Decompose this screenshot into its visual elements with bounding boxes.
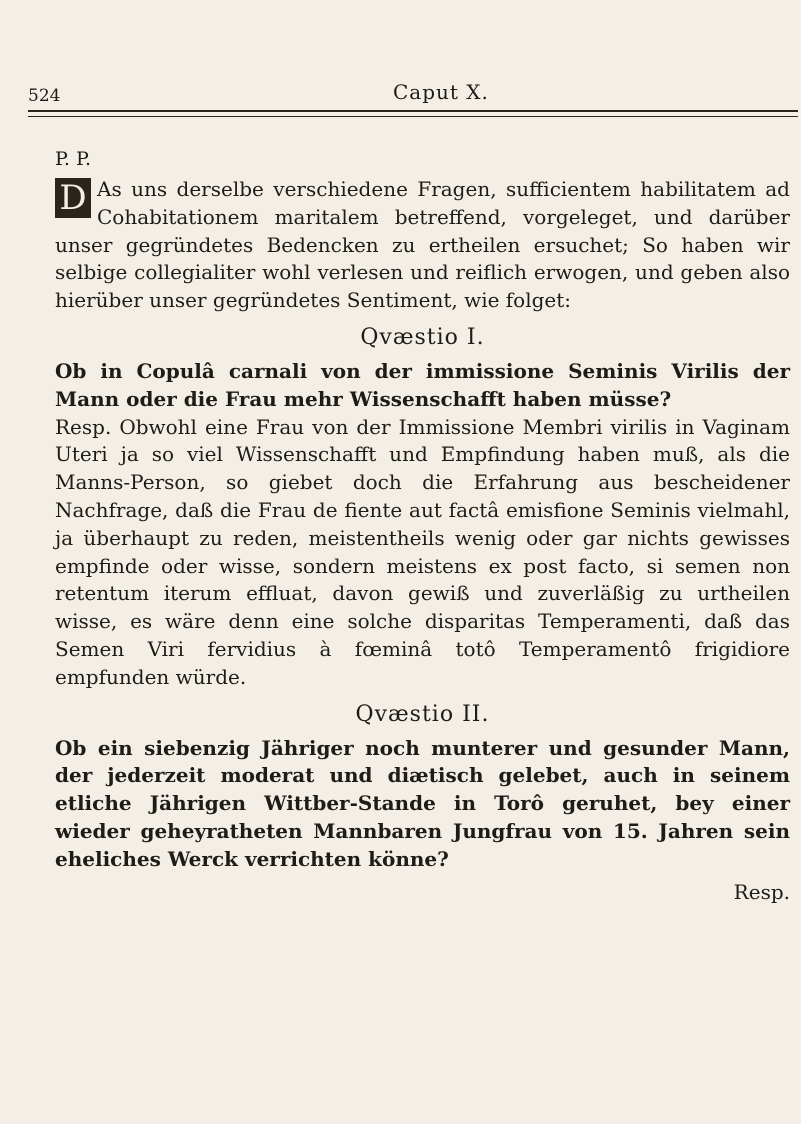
question-2-heading: Qvæstio II.	[355, 701, 490, 727]
question-1-title: Ob in Copulâ carnali von der immissione Seminis Virilis der Mann oder die Frau mehr Wissenschafft haben müsse?	[55, 358, 790, 411]
question-1-response: Resp. Obwohl eine Frau von der Immissione Membri virilis in Vaginam Uteri ja so viel Wissenschafft und Empfindung haben muß, als die Manns-Person, so giebet doch die Erfahrung aus bescheidener Nachfrage, daß die Frau de fiente aut factâ emisfione Seminis vielmahl, ja überhaupt zu reden, meistentheils wenig oder gar nichts gewisses empfinde oder wisse, sondern meistens ex post facto, si semen non retentum iterum effluat, davon gewiß und zuverläßig zu urtheilen wisse, es wäre denn eine solche disparitas Temperamenti, daß das Semen Viri fervidius à fœminâ totô Temperamentô frigidiore empfunden würde.	[55, 414, 790, 689]
salutation: P. P.	[55, 148, 91, 170]
header-rule	[28, 110, 798, 112]
header-rule-thin	[28, 116, 798, 117]
drop-initial: D	[55, 178, 91, 218]
question-2-title: Ob ein siebenzig Jähriger noch munterer und gesunder Mann, der jederzeit moderat und diætisch gelebet, auch in seinem etliche Jährigen Wittber-Stande in Torô geruhet, bey einer wieder geheyratheten Mannbaren Jungfrau von 15. Jahren sein eheliches Werck verrichten könne?	[55, 735, 790, 871]
page-header	[28, 72, 788, 132]
intro-paragraph: As uns derselbe verschiedene Fragen, sufficientem habilitatem ad Cohabitationem maritalem betreffend, vorgeleget, und darüber unser gegründetes Bedencken zu ertheilen ersuchet; So haben wir selbige collegialiter wohl verlesen und reiflich erwogen, und geben also hierüber unser gegründetes Sentiment, wie folget:	[55, 177, 790, 313]
catchword: Resp.	[733, 879, 790, 904]
page-body	[55, 148, 790, 904]
question-1-heading: Qvæstio I.	[360, 324, 485, 350]
page-number: 524	[28, 86, 61, 106]
running-title: Caput X.	[393, 80, 489, 104]
